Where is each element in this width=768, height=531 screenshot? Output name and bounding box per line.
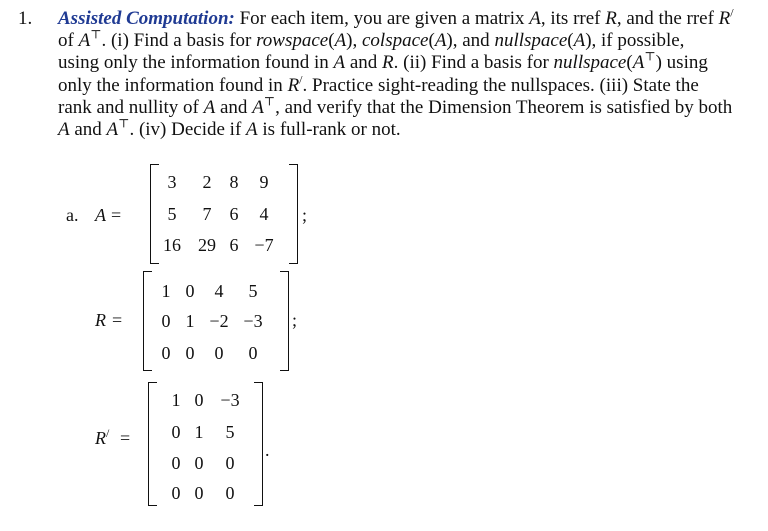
- matrix-entry: 0: [214, 343, 224, 363]
- text: . (i) Find a basis for: [101, 30, 257, 52]
- matrix-entry: 1: [171, 390, 181, 410]
- matrix-r-equals: =: [112, 310, 123, 330]
- math-symbol: A: [252, 96, 264, 118]
- math-symbol: nullspace: [553, 52, 627, 74]
- matrix-a: [150, 164, 298, 264]
- matrix-entry: 0: [194, 453, 204, 473]
- superscript: /: [730, 5, 734, 20]
- matrix-entry: −3: [243, 311, 263, 331]
- matrix-entry: 1: [161, 281, 171, 301]
- matrix-r: [143, 271, 289, 371]
- matrix-entry: 1: [185, 311, 195, 331]
- matrix-rprime: [148, 382, 263, 506]
- matrix-entry: 0: [171, 453, 181, 473]
- math-symbol: R: [382, 52, 394, 74]
- item-prefix: a.: [66, 205, 79, 225]
- problem-number: 1.: [18, 8, 33, 29]
- matrix-entry: 0: [161, 311, 171, 331]
- text: , its rref: [540, 8, 606, 29]
- math-symbol: A: [58, 119, 70, 141]
- text: (: [328, 30, 335, 52]
- matrix-entry: 0: [185, 343, 195, 363]
- problem-title: Assisted Computation: [58, 8, 229, 29]
- matrix-entry: 6: [229, 235, 239, 255]
- statement-line: [58, 5, 750, 30]
- text: (: [567, 30, 574, 52]
- math-symbol: colspace: [362, 30, 429, 52]
- text: . (iv) Decide if: [129, 119, 247, 141]
- matrix-entry: 0: [171, 422, 181, 442]
- math-symbol: A: [106, 119, 119, 141]
- matrix-entry: 0: [194, 390, 204, 410]
- matrix-entry: 0: [171, 483, 181, 503]
- statement-line-1: [58, 27, 750, 52]
- matrix-entry: 5: [225, 422, 235, 442]
- matrix-entry: 16: [163, 235, 181, 255]
- math-symbol: A: [573, 30, 586, 52]
- text: ) using: [655, 52, 708, 74]
- math-symbol: A: [333, 52, 346, 74]
- text: and: [215, 96, 253, 118]
- matrix-a-equals: =: [111, 205, 122, 225]
- statement-line-3: [58, 72, 750, 97]
- text: only the information found in: [58, 74, 288, 96]
- rprime-letter: R: [95, 428, 106, 448]
- math-symbol: R: [718, 8, 731, 29]
- matrix-entry: 0: [194, 483, 204, 503]
- matrix-entry: 2: [202, 172, 212, 192]
- statement-line-5: [58, 116, 750, 141]
- text: and: [69, 119, 107, 141]
- matrix-r-terminator: ;: [292, 310, 298, 330]
- matrix-entry: 0: [185, 281, 195, 301]
- matrix-entry: 4: [214, 281, 224, 301]
- left-bracket: [143, 271, 152, 371]
- left-bracket: [148, 382, 157, 506]
- matrix-entry: 9: [259, 172, 269, 192]
- text: rank and nullity of: [58, 96, 204, 118]
- matrix-entry: −3: [220, 390, 240, 410]
- text: (: [626, 52, 633, 74]
- superscript: /: [299, 72, 303, 87]
- matrix-a-name: A: [95, 205, 106, 225]
- text: . Practice sight-reading the nullspaces. (iii) State the: [302, 74, 699, 96]
- text: and: [345, 52, 383, 74]
- superscript: ⊤: [90, 27, 102, 42]
- matrix-entry: 6: [229, 204, 239, 224]
- matrix-r-name: R: [95, 310, 106, 330]
- matrix-entry: 8: [229, 172, 239, 192]
- statement-line-4: [58, 94, 750, 119]
- title-colon: :: [228, 8, 235, 29]
- text: For each item, you are given a matrix: [239, 8, 530, 29]
- text: , and verify that the Dimension Theorem is satisfied by both: [275, 96, 733, 118]
- math-symbol: R: [287, 74, 300, 96]
- math-symbol: R: [605, 8, 617, 29]
- text: using only the information found in: [58, 52, 334, 74]
- superscript: ⊤: [263, 94, 276, 109]
- right-bracket: [280, 271, 289, 371]
- math-symbol: A: [434, 30, 447, 52]
- math-symbol: rowspace: [256, 30, 329, 52]
- matrix-entry: 5: [167, 204, 177, 224]
- rprime-sup: /: [106, 426, 110, 440]
- text: of: [58, 30, 79, 52]
- text: ), if possible,: [585, 30, 685, 52]
- text: , and the rref: [616, 8, 719, 29]
- text: ), and: [446, 30, 495, 52]
- math-symbol: A: [78, 30, 91, 52]
- matrix-entry: 0: [248, 343, 258, 363]
- superscript: ⊤: [644, 50, 656, 65]
- math-symbol: A: [334, 30, 347, 52]
- text: ),: [346, 30, 362, 52]
- right-bracket: [254, 382, 263, 506]
- matrix-entry: −7: [254, 235, 274, 255]
- matrix-entry: 4: [259, 204, 269, 224]
- statement-line-2: [58, 52, 750, 74]
- text: . (ii) Find a basis for: [393, 52, 554, 74]
- math-symbol: nullspace: [494, 30, 568, 52]
- matrix-rprime-terminator: .: [265, 440, 270, 460]
- math-symbol: A: [529, 8, 541, 29]
- matrix-entry: 0: [161, 343, 171, 363]
- problem-statement: [58, 5, 750, 141]
- math-symbol: A: [246, 119, 258, 141]
- matrix-entry: 3: [167, 172, 177, 192]
- matrix-entry: 1: [194, 422, 204, 442]
- matrix-entry: 5: [248, 281, 258, 301]
- text: is full-rank or not.: [257, 119, 401, 141]
- matrix-entry: −2: [209, 311, 229, 331]
- statement-line-0: [239, 5, 734, 29]
- math-symbol: A: [203, 96, 216, 118]
- right-bracket: [289, 164, 298, 264]
- text: (: [428, 30, 435, 52]
- matrix-rprime-equals: =: [120, 428, 131, 448]
- matrix-entry: 29: [198, 235, 216, 255]
- matrix-entry: 7: [202, 204, 212, 224]
- matrix-a-terminator: ;: [302, 205, 308, 225]
- left-bracket: [150, 164, 159, 264]
- math-symbol: A: [632, 52, 645, 74]
- superscript: ⊤: [118, 116, 130, 131]
- matrix-rprime-name: [95, 428, 109, 449]
- matrix-entry: 0: [225, 453, 235, 473]
- matrix-entry: 0: [225, 483, 235, 503]
